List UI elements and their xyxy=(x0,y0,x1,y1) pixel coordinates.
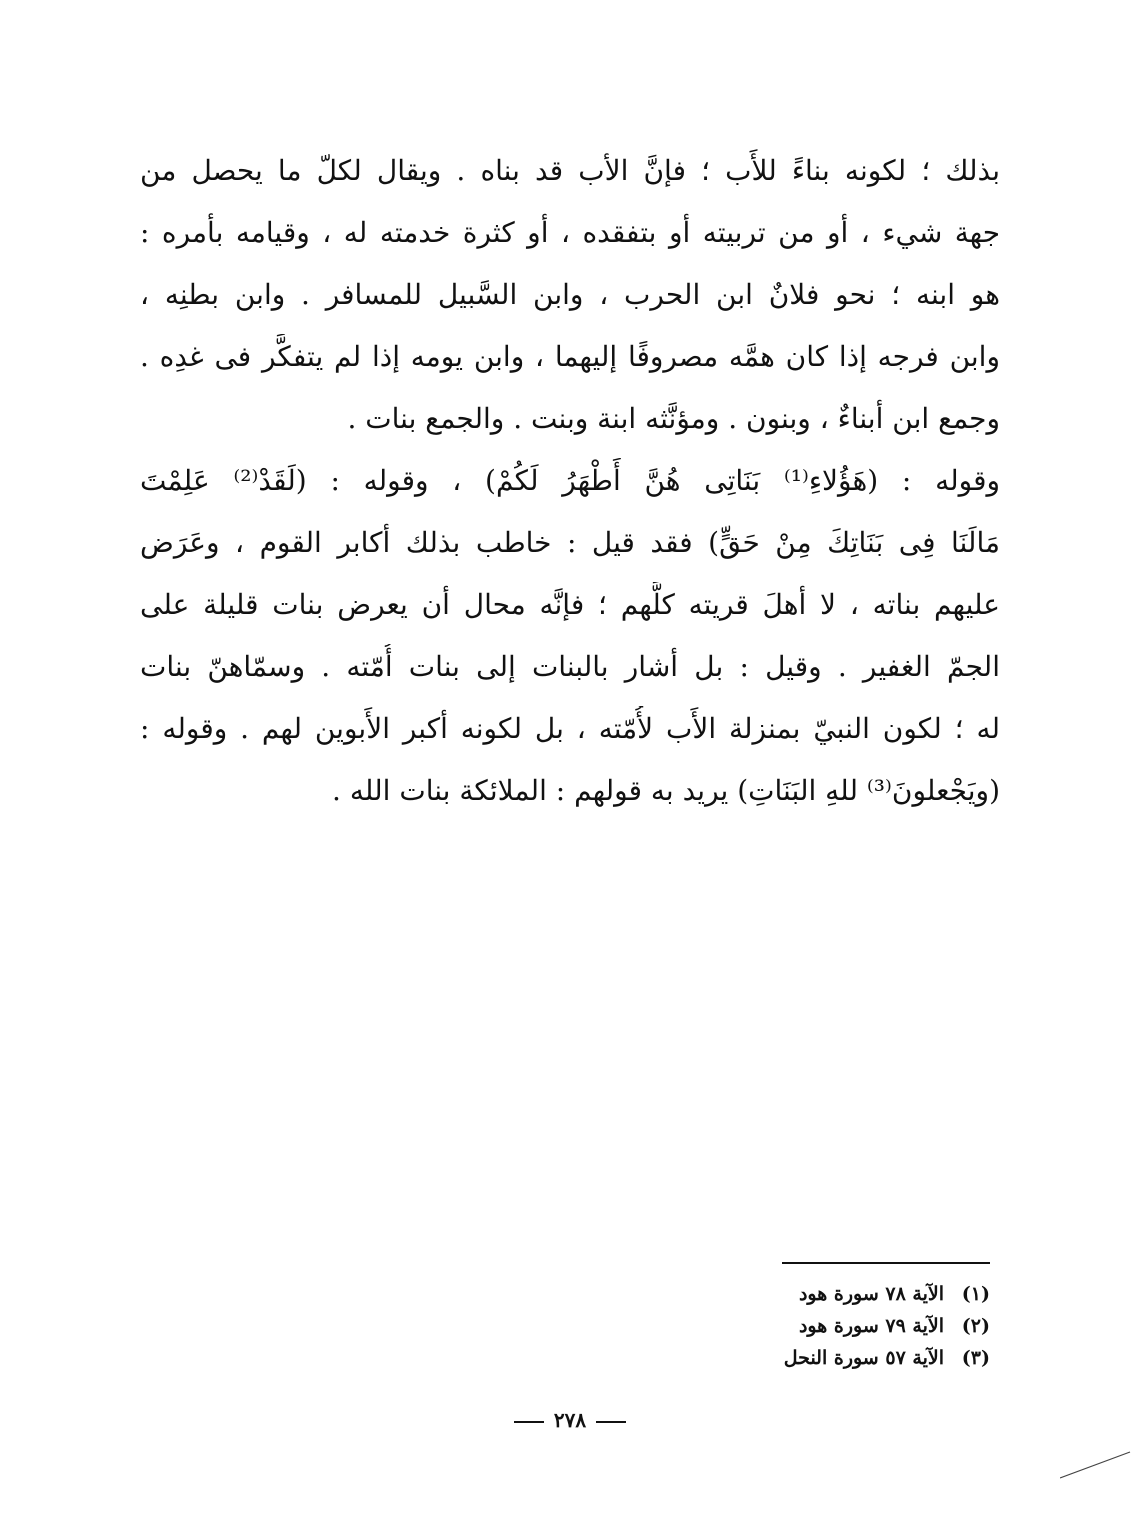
page-number xyxy=(440,1408,700,1432)
text-line: جهة شيء ، أو من تربيته أو بتفقده ، أو كثرة خدمته له ، وقيامه بأمره : xyxy=(140,216,1000,249)
page-number-dash xyxy=(514,1421,544,1423)
footnote-item xyxy=(600,1342,990,1374)
text-line: بذلك ؛ لكونه بناءً للأَب ؛ فإنَّ الأب قد بناه . ويقال لكلّ ما يحصل من xyxy=(140,154,1000,187)
scan-stray-mark xyxy=(1060,1450,1131,1480)
footnote-text: الآية ٥٧ سورة النحل xyxy=(783,1347,944,1369)
text-line: وجمع ابن أبناءٌ ، وبنون . ومؤنَّثه ابنة وبنت . والجمع بنات . xyxy=(347,402,1000,435)
footnote-item xyxy=(600,1310,990,1342)
text-line: (ويَجْعلونَ⁽³⁾ للهِ البَنَاتِ) يريد به قولهم : الملائكة بنات الله . xyxy=(332,774,1000,807)
text-line: مَالَنَا فِى بَنَاتِكَ مِنْ حَقٍّ) فقد قيل : خاطب بذلك أكابر القوم ، وعَرَض xyxy=(140,526,1000,559)
text-line: له ؛ لكون النبيّ بمنزلة الأَب لأُمّته ، بل لكونه أكبر الأَبوين لهم . وقوله : xyxy=(140,712,1000,745)
main-text-block xyxy=(140,148,1000,830)
text-line: هو ابنه ؛ نحو فلانٌ ابن الحرب ، وابن السَّبيل للمسافر . وابن بطنِه ، xyxy=(140,278,1000,311)
text-line: الجمّ الغفير . وقيل : بل أشار بالبنات إلى بنات أُمّته . وسمّاهنّ بنات xyxy=(140,650,1000,683)
text-line: وابن فرجه إذا كان همَّه مصروفًا إليهما ، وابن يومه إذا لم يتفكَّر فى غدِه . xyxy=(140,340,1000,373)
footnote-item xyxy=(600,1278,990,1310)
footnote-number: (١) xyxy=(961,1283,990,1305)
page-number-dash xyxy=(596,1421,626,1423)
footnote-divider xyxy=(782,1262,990,1264)
text-line: وقوله : (هَؤُلاءِ⁽¹⁾ بَنَاتِى هُنَّ أَطْهَرُ لَكُمْ) ، وقوله : (لَقَدْ⁽²⁾ عَلِمْتَ xyxy=(140,464,1000,497)
footnote-number: (٢) xyxy=(961,1315,990,1337)
footnote-text: الآية ٧٩ سورة هود xyxy=(798,1315,944,1337)
page-number-value: ٢٧٨ xyxy=(553,1408,587,1432)
footnote-text: الآية ٧٨ سورة هود xyxy=(798,1283,944,1305)
footnotes-block xyxy=(600,1278,990,1374)
text-line: عليهم بناته ، لا أهلَ قريته كلَّهم ؛ فإنَّه محال أن يعرض بنات قليلة على xyxy=(140,588,1000,621)
footnote-number: (٣) xyxy=(961,1347,990,1369)
